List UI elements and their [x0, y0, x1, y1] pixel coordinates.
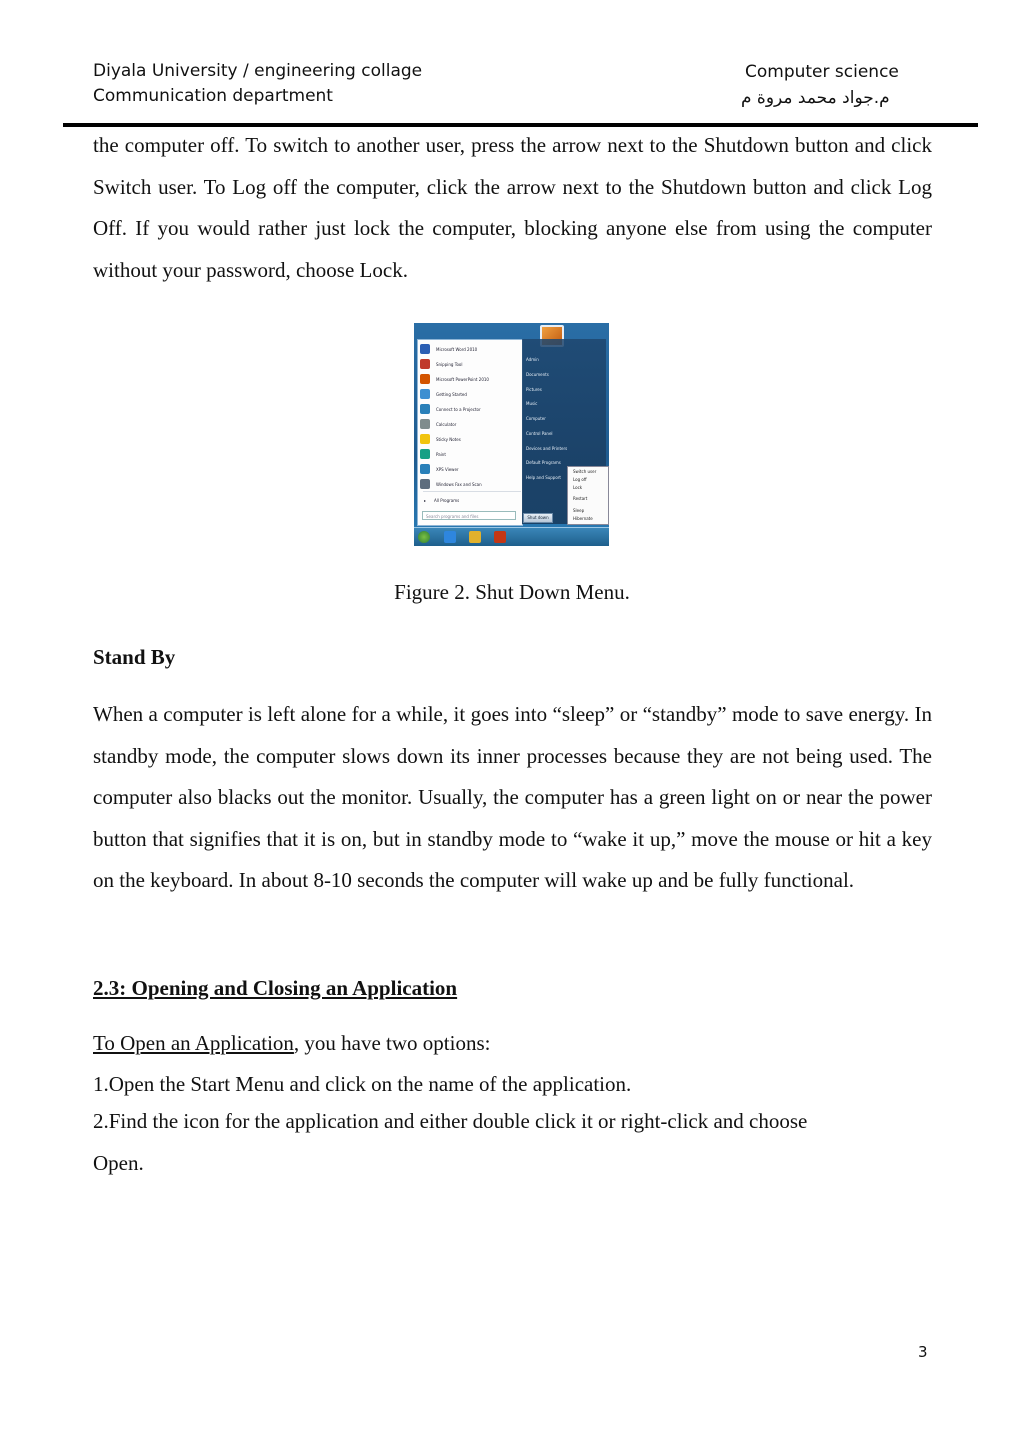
right-link: Music — [526, 401, 538, 406]
start-orb-icon — [418, 531, 430, 543]
open-app-rest: , you have two options: — [293, 1031, 491, 1055]
shutdown-button: Shut down — [523, 513, 553, 523]
media-player-icon — [494, 531, 506, 543]
shutdown-submenu — [567, 466, 609, 525]
right-link: Pictures — [526, 387, 542, 392]
all-programs: ▸ All Programs — [424, 497, 460, 503]
right-link: Control Panel — [526, 431, 553, 436]
option-2-continued: Open. — [93, 1151, 144, 1175]
right-link: Documents — [526, 372, 549, 377]
paint-icon — [420, 449, 430, 459]
page-number: 3 — [918, 1343, 928, 1361]
getting-started-icon — [420, 389, 430, 399]
folder-icon — [469, 531, 481, 543]
option-1: 1.Open the Start Menu and click on the name of the application. — [93, 1072, 632, 1096]
intro-paragraph: the computer off. To switch to another user, press the arrow next to the Shutdown button and click Switch user. To Log off the computer, click the arrow next to the Shutdown button and click Log Off. If you would rather just lock the computer, blocking anyone else from using the computer without your password, choose Lock. — [93, 133, 932, 282]
figure-caption: Figure 2. Shut Down Menu. — [394, 580, 630, 604]
right-link: Computer — [526, 416, 546, 421]
projector-icon — [420, 404, 430, 414]
submenu-item: Log off — [573, 477, 587, 482]
program-item: Calculator — [420, 417, 520, 431]
submenu-item: Sleep — [573, 508, 585, 513]
programs-panel — [417, 339, 523, 526]
standby-heading: Stand By — [93, 645, 176, 669]
right-link: Devices and Printers — [526, 446, 568, 451]
header-university: Diyala University / engineering collage — [93, 61, 423, 81]
header-instructor: م.جواد محمد مروة م — [741, 88, 890, 108]
open-app-label: To Open an Application — [93, 1031, 294, 1055]
xps-viewer-icon — [420, 464, 430, 474]
submenu-item: Hibernate — [573, 516, 593, 521]
taskbar — [414, 527, 609, 546]
program-item: Connect to a Projector — [420, 402, 520, 416]
powerpoint-icon — [420, 374, 430, 384]
fax-scan-icon — [420, 479, 430, 489]
internet-explorer-icon — [444, 531, 456, 543]
sticky-notes-icon — [420, 434, 430, 444]
right-link: Default Programs — [526, 460, 561, 465]
submenu-item: Lock — [573, 485, 583, 490]
submenu-item: Restart — [573, 496, 588, 501]
program-item: XPS Viewer — [420, 462, 520, 476]
program-item: Getting Started — [420, 387, 520, 401]
standby-paragraph: When a computer is left alone for a while, it goes into “sleep” or “standby” mode to save energy. In standby mode, the computer slows down its inner processes because they are not being used. The computer also blacks out the monitor. Usually, the computer has a green light on or near the power button that signifies that it is on, but in standby mode to “wake it up,” move the mouse or hit a key on the keyboard. In about 8-10 seconds the computer will wake up and be fully functional. — [93, 702, 932, 892]
program-item: Windows Fax and Scan — [420, 477, 520, 491]
header-department: Communication department — [93, 86, 333, 106]
open-app-line — [93, 1031, 490, 1056]
program-item: Microsoft Word 2010 — [420, 342, 520, 356]
header-subject: Computer science — [745, 62, 899, 82]
program-item: Microsoft PowerPoint 2010 — [420, 372, 520, 386]
arrow-right-icon: ▸ — [424, 497, 427, 503]
start-menu-figure — [414, 323, 609, 546]
program-item: Paint — [420, 447, 520, 461]
word-icon — [420, 344, 430, 354]
right-link: Help and Support — [526, 475, 561, 480]
search-box: Search programs and files — [422, 511, 516, 520]
scissors-icon — [420, 359, 430, 369]
menu-separator — [423, 491, 521, 492]
calculator-icon — [420, 419, 430, 429]
section-heading: 2.3: Opening and Closing an Application — [93, 976, 458, 1000]
program-item: Snipping Tool — [420, 357, 520, 371]
program-item: Sticky Notes — [420, 432, 520, 446]
option-2: 2.Find the icon for the application and either double click it or right-click and choose — [93, 1109, 808, 1133]
submenu-item: Switch user — [573, 469, 597, 474]
right-link: Admin — [526, 357, 539, 362]
